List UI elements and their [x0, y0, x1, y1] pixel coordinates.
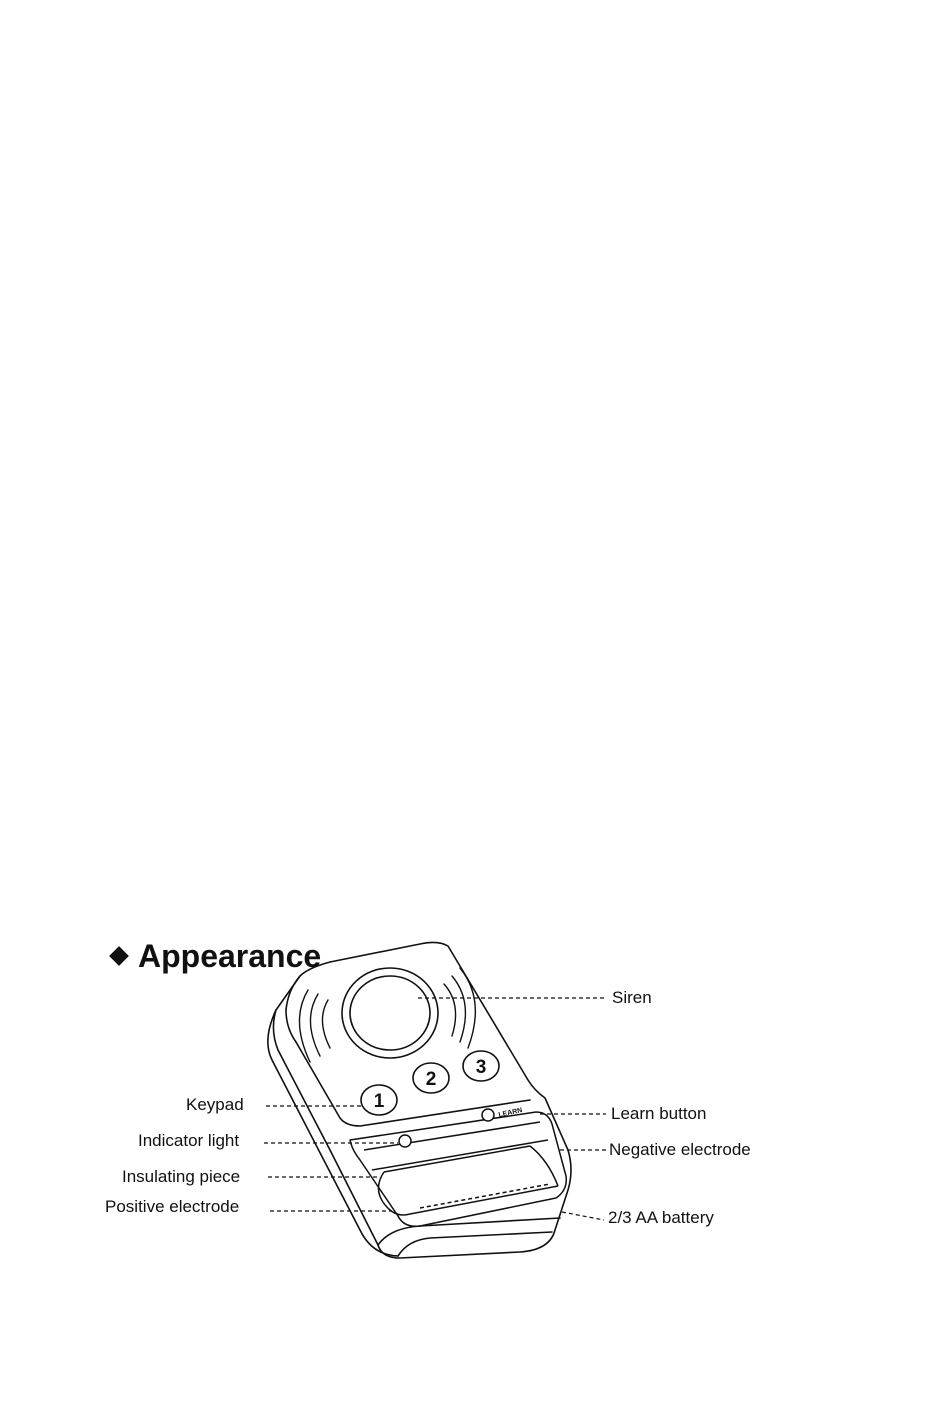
- callout-negative-electrode: Negative electrode: [609, 1140, 751, 1159]
- section-title: Appearance: [138, 938, 322, 974]
- battery-leader: [562, 1212, 604, 1220]
- learn-marking: LEARN: [497, 1107, 524, 1119]
- indicator-light: [399, 1135, 411, 1147]
- callout-battery: 2/3 AA battery: [608, 1208, 714, 1227]
- key-1-label: 1: [373, 1091, 385, 1112]
- sound-waves-left-icon: [299, 990, 330, 1062]
- callout-positive-electrode: Positive electrode: [105, 1197, 240, 1216]
- battery-icon: [378, 1146, 558, 1215]
- learn-button: [482, 1109, 494, 1121]
- battery-compartment: [350, 1112, 566, 1226]
- key-3-label: 3: [475, 1057, 487, 1078]
- callout-indicator-light: Indicator light: [138, 1131, 240, 1150]
- key-1-button: [361, 1085, 397, 1115]
- callout-keypad: Keypad: [186, 1095, 244, 1114]
- sound-waves-right-icon: [444, 968, 475, 1048]
- keypad-buttons: [361, 1051, 499, 1115]
- key-3-button: [463, 1051, 499, 1081]
- siren: [342, 968, 438, 1058]
- callout-learn-button: Learn button: [611, 1104, 707, 1123]
- callout-insulating-piece: Insulating piece: [122, 1167, 241, 1186]
- key-2-label: 2: [425, 1069, 437, 1090]
- callout-siren: Siren: [612, 988, 652, 1007]
- key-2-button: [413, 1063, 449, 1093]
